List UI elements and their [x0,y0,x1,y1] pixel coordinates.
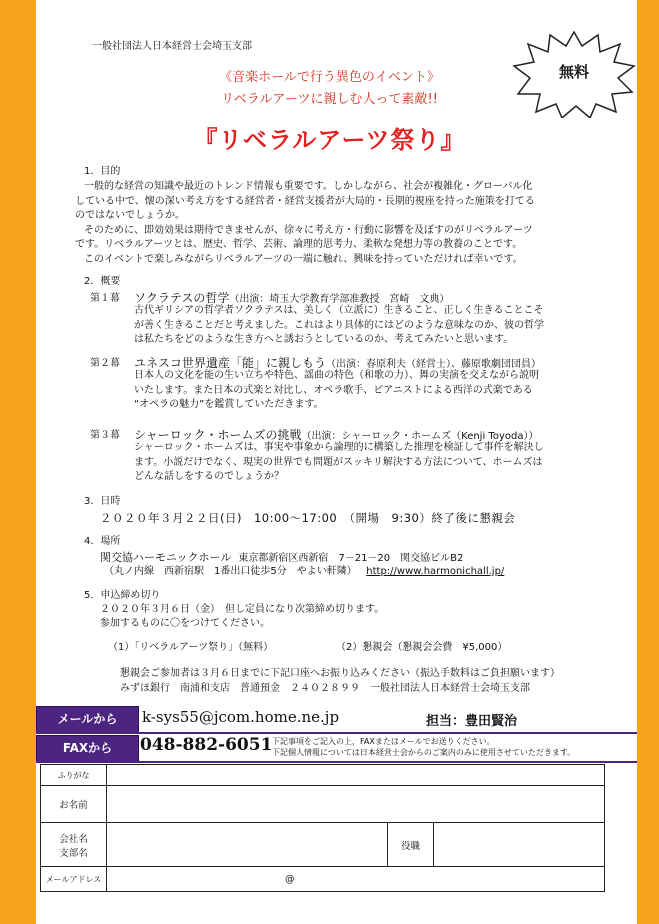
purpose-heading: 1．目的 [84,166,121,177]
form-row-furigana [41,765,605,786]
act-desc-line: は私たちをどのような生き方へと誘おうとしているのか、考えてみたいと思います。 [134,334,514,345]
deadline-instruction: 参加するものに〇をつけてください。 [100,618,270,629]
company-field[interactable] [107,823,388,867]
venue-access: （丸ノ内線 西新宿駅 1番出口徒歩5分 やよい軒隣） [104,566,357,577]
act-title-text: ユネスコ世界遺産「能」に親しもう [134,356,327,370]
act-label: 第１幕 [90,293,120,304]
company-label-line: 会社名 [59,833,88,845]
payment-note: 懇親会ご参加者は３月６日までに下記口座へお振り込みください（振込手数料はご負担願います） [120,668,560,679]
venue-name: 関交協ハーモニックホール [100,551,232,564]
option-party: （2）懇親会（懇親会会費 ¥5,000） [336,642,508,653]
deadline-date: ２０２０年３月６日（金） 但し定員になり次第締め切ります。 [100,604,385,615]
fax-note-line: 下記個人情報については日本経営士会からのご案内のみに使用させていただきます。 [272,748,576,757]
option-festival: （1）「リベラルアーツ祭り」（無料） [108,642,274,653]
name-label: お名前 [41,786,107,823]
contact-person: 担当：豊田賢治 [426,714,518,729]
venue-line [100,549,463,565]
venue-url-link[interactable]: http://www.harmonichall.jp/ [366,566,505,577]
act-desc-line: いたします。また日本の式楽と対比し、オペラ歌手、ピアニストによる西洋の式楽である [134,384,533,396]
contact-fax: 048-882-6051 [140,735,273,755]
bank-account: みずほ銀行 南浦和支店 普通預金 ２４０２８９９ 一般社団法人日本経営士会埼玉支部 [120,683,530,694]
act-performer: （出演：春原利夫（経営士）、藤原歌劇団団員） [326,359,542,370]
datetime-value: ２０２０年３月２２日(日) 10:00～17:00 （開場 9:30）終了後に懇親会 [100,511,516,525]
act-label: 第３幕 [90,430,120,441]
act-title-text: シャーロック・ホームズの挑戦 [134,428,302,442]
subtitle-event-type: 《音楽ホールで行う異色のイベント》 [219,70,440,85]
furigana-label: ふりがな [41,765,107,786]
purpose-line: している中で、懐の深い考え方をする経営者・経営支援者が大局的・長期的視座を持った施策を打てる [75,195,535,207]
subtitle-tagline: リベラルアーツに親しむ人って素敵!! [221,92,438,107]
purpose-line: そのために、即効効果は期待できませんが、徐々に考え方・行動に影響を及ぼすのがリベラルアーツ [84,224,533,236]
fax-label-bar: FAXから [36,735,139,762]
datetime-heading: 3．日時 [84,496,121,507]
venue-address: 東京都新宿区西新宿 7－21－20 関交協ビルB2 [238,553,464,564]
purpose-line: このイベントで楽しみながらリベラルアーツの一端に触れ、興味を持っていただければ幸いです。 [84,253,523,265]
company-label [41,823,107,867]
act-title-text: ソクラテスの哲学 [134,291,230,305]
act-desc-line: どんな話しをするのでしょうか？ [134,471,284,482]
act-label: 第２幕 [90,358,120,369]
act-desc-line: が善く生きることだと考えました。これはより具体的にはどのような意味なのか、彼の哲学 [134,319,544,331]
divider [36,761,637,763]
form-row-name [41,786,605,823]
act-performer: （出演：シャーロック・ホームズ（Kenji Toyoda）） [301,431,539,442]
free-badge [512,30,636,118]
act-desc-line: シャーロック・ホームズは、事実や事象から論理的に構築した推理を検証して事件を解決し [134,442,544,453]
purpose-line: 一般的な経営の知識や最近のトレンド情報も重要です。しかしながら、社会が複雑化・グローバル化 [84,181,533,192]
venue-heading: 4．場所 [84,536,121,547]
fax-note [272,736,575,758]
contact-email[interactable]: k-sys55@jcom.home.ne.jp [142,708,340,726]
venue-access-line [104,565,504,580]
act-desc-line: ます。小説だけでなく、現実の世界でも問題がスッキリ解決する方法について、ホームズは [134,456,543,468]
email-label-bar: メールから [36,706,139,733]
branch-label-line: 支部名 [59,847,88,859]
act-desc-line: 日本人の文化を能の生い立ちや特色、謡曲の特色（和歌の力）、舞の実演を交えながら説明 [134,370,539,381]
name-field[interactable] [107,786,605,823]
divider [36,732,637,734]
email-label: メールアドレス [41,867,107,892]
organizer-name: 一般社団法人日本経営士会埼玉支部 [92,41,252,52]
page-title: 『リベラルアーツ祭り』 [193,126,466,154]
act-desc-line: “オペラの魅力”を鑑賞していただきます。 [134,399,324,410]
at-sign: @ [285,873,295,885]
fax-note-line: 下記事項をご記入の上，FAXまたはメールでお送りください。 [272,737,495,746]
overview-heading: 2．概要 [84,276,121,287]
purpose-line: です。リベラルアーツとは、歴史、哲学、芸術、論理的思考力、柔軟な発想力等の教養のことです。 [75,239,523,250]
email-field[interactable] [107,867,605,892]
form-row-email [41,867,605,892]
form-row-company [41,823,605,867]
act-performer: （出演：埼玉大学教育学部准教授 宮崎 文典） [229,294,450,305]
position-label: 役職 [388,823,434,867]
purpose-line: のではないでしょうか。 [75,210,185,221]
deadline-heading: 5．申込締め切り [84,590,161,601]
act-desc-line: 古代ギリシアの哲学者ソクラテスは、美しく（立派に）生きること、正しく生きることこそ [134,305,544,316]
free-badge-label: 無料 [558,63,589,81]
registration-form [40,764,605,892]
position-field[interactable] [434,823,605,867]
furigana-field[interactable] [107,765,605,786]
